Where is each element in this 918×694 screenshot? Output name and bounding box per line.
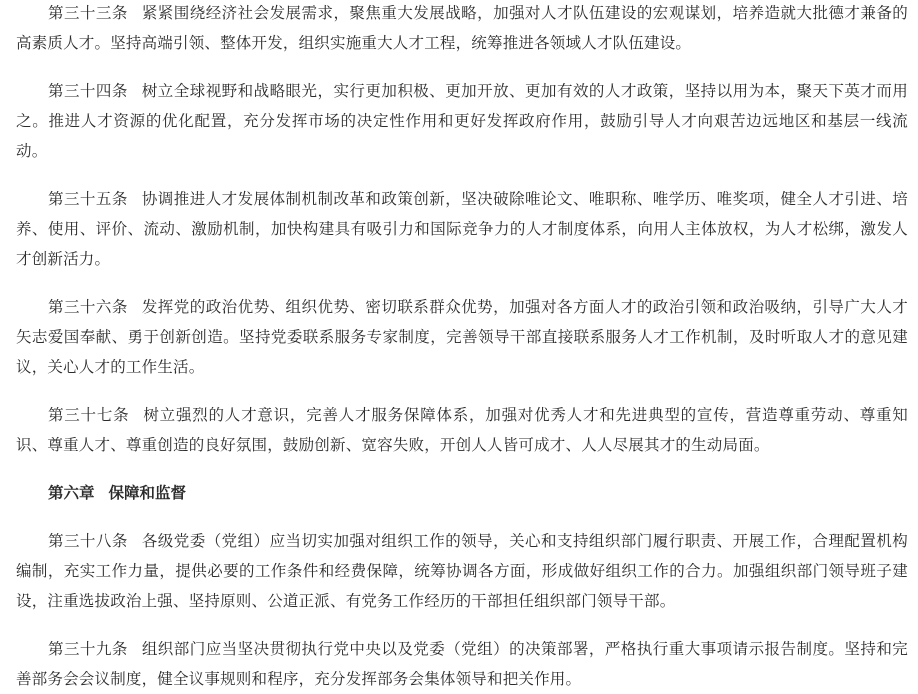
- article-39: [16, 634, 908, 694]
- article-number: 第三十八条: [48, 532, 128, 550]
- article-text: 各级党委（党组）应当切实加强对组织工作的领导，关心和支持组织部门履行职责、开展工作，合理配置机构编制，充实工作力量，提供必要的工作条件和经费保障，统筹协调各方面，形成做好组织工作的合力。加强组织部门领导班子建设，注重选拔政治上强、坚持原则、公道正派、有党务工作经历的干部担任组织部门领导干部。: [16, 532, 908, 610]
- article-number: 第三十七条: [48, 406, 130, 424]
- article-36: [16, 292, 908, 382]
- article-number: 第三十四条: [48, 82, 128, 100]
- article-35: [16, 184, 908, 274]
- article-33: [16, 0, 908, 58]
- chapter-number: 第六章: [48, 484, 95, 502]
- article-number: 第三十五条: [48, 190, 128, 208]
- article-text: 发挥党的政治优势、组织优势、密切联系群众优势，加强对各方面人才的政治引领和政治吸纳，引导广大人才矢志爱国奉献、勇于创新创造。坚持党委联系服务专家制度，完善领导干部直接联系服务人才工作机制，及时听取人才的意见建议，关心人才的工作生活。: [16, 298, 908, 376]
- article-text: 协调推进人才发展体制机制改革和政策创新，坚决破除唯论文、唯职称、唯学历、唯奖项，健全人才引进、培养、使用、评价、流动、激励机制，加快构建具有吸引力和国际竞争力的人才制度体系，向用人主体放权，为人才松绑，激发人才创新活力。: [16, 190, 908, 268]
- article-text: 组织部门应当坚决贯彻执行党中央以及党委（党组）的决策部署，严格执行重大事项请示报告制度。坚持和完善部务会会议制度，健全议事规则和程序，充分发挥部务会集体领导和把关作用。: [16, 640, 908, 688]
- chapter-title: 保障和监督: [108, 484, 187, 502]
- article-38: [16, 526, 908, 616]
- article-number: 第三十九条: [48, 640, 128, 658]
- article-text: 紧紧围绕经济社会发展需求，聚焦重大发展战略，加强对人才队伍建设的宏观谋划，培养造就大批德才兼备的高素质人才。坚持高端引领、整体开发，组织实施重大人才工程，统筹推进各领域人才队伍建设。: [16, 4, 908, 52]
- chapter-heading: [16, 478, 908, 508]
- article-number: 第三十三条: [48, 4, 128, 22]
- article-text: 树立强烈的人才意识，完善人才服务保障体系，加强对优秀人才和先进典型的宣传，营造尊重劳动、尊重知识、尊重人才、尊重创造的良好氛围，鼓励创新、宽容失败，开创人人皆可成才、人人尽展其才的生动局面。: [16, 406, 908, 454]
- article-text: 树立全球视野和战略眼光，实行更加积极、更加开放、更加有效的人才政策，坚持以用为本，聚天下英才而用之。推进人才资源的优化配置，充分发挥市场的决定性作用和更好发挥政府作用，鼓励引导人才向艰苦边远地区和基层一线流动。: [16, 82, 908, 160]
- article-34: [16, 76, 908, 166]
- article-number: 第三十六条: [48, 298, 128, 316]
- article-37: [16, 400, 908, 460]
